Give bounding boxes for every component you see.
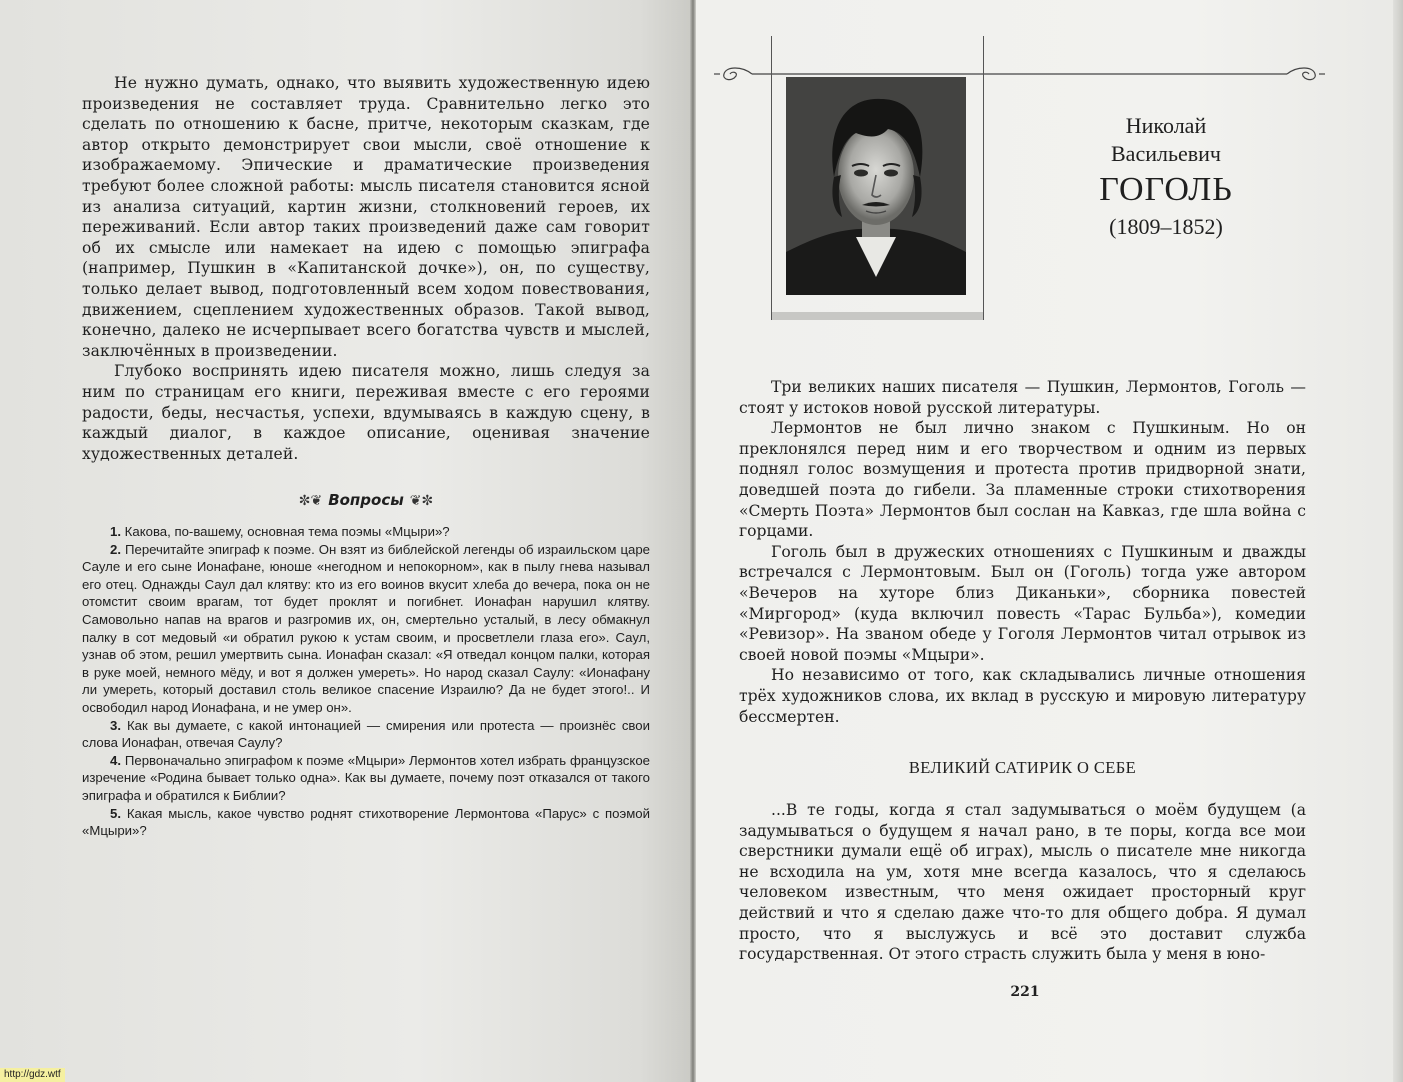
question-text: Как вы думаете, с какой интонацией — смирения или протеста — произнёс свои слова Ионафан, отвечая Саулу? xyxy=(82,717,650,751)
paragraph: Не нужно думать, однако, что выявить художественную идею произведения не составляет труда. Сравнительно легко это сделать по отношению к басне, притче, некоторым сказкам, где автор открыто демонстрирует свои мысли, своё отношение к изображаемому. Эпические и драматические произведения требуют более сложной работы: мысль писателя становится ясной из анализа ситуаций, картин жизни, столкновений героев, их переживаний. Если автор таких произведений даже сам говорит об их смысле или намекает на идею с помощью эпиграфа (например, Пушкин в «Капитанской дочке»), он, по существу, только делает вывод, подготовленный всем ходом повествования, движением, сцеплением художественных образов. Такой вывод, конечно, далеко не исчерпывает всего богатства чувств и мыслей, заключённых в произведении. xyxy=(82,74,650,360)
right-page-text xyxy=(739,377,1306,727)
ornament-right-icon: ❦✼ xyxy=(409,493,434,509)
author-first-name: Николай xyxy=(1125,113,1207,138)
question-number: 2. xyxy=(110,541,121,557)
question-text: Первоначально эпиграфом к поэме «Мцыри» Лермонтов хотел избрать французское изречение «Родина бывает только одна». Как вы думаете, почему поэт отказался от такого эпиграфа и обратился к Библии? xyxy=(82,752,650,803)
question-item xyxy=(82,717,650,752)
page-number: 221 xyxy=(1010,984,1040,1000)
author-patronymic: Васильевич xyxy=(1111,141,1221,166)
paragraph: Глубоко воспринять идею писателя можно, лишь следуя за ним по страницам его книги, переживая вместе с его героями радости, беды, несчастья, успехи, вдумываясь в каждую сцену, в каждый диалог, в каждое описание, оценивая значение художественных деталей. xyxy=(82,362,650,463)
section-title: ВЕЛИКИЙ САТИРИК О СЕБЕ xyxy=(908,758,1137,777)
paragraph: Гоголь был в дружеских отношениях с Пушкиным и дважды встречался с Лермонтовым. Был он (Гоголь) тогда уже автором «Вечеров на хуторе близ Диканьки», сборника повестей «Миргород» (куда включил повесть «Тарас Бульба»), комедии «Ревизор». На званом обеде у Гоголя Лермонтов читал отрывок из своей новой поэмы «Мцыри». xyxy=(739,542,1306,664)
paragraph: Три великих наших писателя — Пушкин, Лермонтов, Гоголь — стоят у истоков новой русской литературы. xyxy=(739,378,1306,417)
question-number: 3. xyxy=(110,717,121,733)
quote-text xyxy=(739,800,1306,965)
author-last-name: ГОГОЛЬ xyxy=(1099,171,1233,208)
watermark-link[interactable]: http://gdz.wtf xyxy=(0,1068,65,1082)
question-text: Какая мысль, какое чувство роднят стихотворение Лермонтова «Парус» с поэмой «Мцыри»? xyxy=(82,805,650,839)
question-text: Перечитайте эпиграф к поэме. Он взят из библейской легенды об израильском царе Сауле и его сыне Ионафане, юноше «негодном и непокорном», как в пылу гнева называл его отец. Однажды Саул дал клятву: кто из его воинов вкусит хлеба до вечера, пока он не отомстит своим врагам, тот будет проклят и погибнет. Ионафан нарушил клятву. Самовольно напав на врагов и разгромив их, он, смертельно усталый, в лесу обмакнул палку в сот медовый «и обратил рукою к устам своим, и просветлели глаза его». Саул, узнав об этом, решил умертвить сына. Ионафан сказал: «Я отведал концом палки, которая в руке моей, немного мёду, и вот я должен умереть». Но народ сказал Саулу: «Ионафану ли умереть, который доставил столь великое спасение Израилю? Да не будет этого!.. И освободил народ Ионафана, и не умер он». xyxy=(82,541,650,715)
author-years: (1809–1852) xyxy=(1109,214,1223,239)
paragraph: Лермонтов не был лично знаком с Пушкиным. Но он преклонялся перед ним и его творчеством и одним из первых поднял голос возмущения и протеста против придворной знати, доведшей поэта до гибели. За пламенные строки стихотворения «Смерть Поэта» Лермонтов был сослан на Кавказ, где шла война с горцами. xyxy=(739,419,1306,541)
question-item xyxy=(82,805,650,840)
paragraph: ...В те годы, когда я стал задумываться о моём будущем (а задумываться о будущем я начал рано, в те поры, когда все мои сверстники думали ещё об играх), мысль о писателе мне никогда не всходила на ум, хотя мне всегда казалось, что я сделаюсь человеком известным, что меня ожидает просторный круг действий и что я сделаю даже что-то для общего добра. Я думал просто, что я выслужусь и всё это доставит служба государственная. От этого страсть служить была у меня в юно- xyxy=(739,801,1306,964)
question-number: 1. xyxy=(110,524,121,539)
question-item xyxy=(82,752,650,805)
book-spine xyxy=(690,0,696,1082)
paragraph: Но независимо от того, как складывались личные отношения трёх художников слова, их вклад в русскую и мировую литературу бессмертен. xyxy=(739,666,1306,726)
gogol-portrait xyxy=(786,77,966,295)
questions-list xyxy=(82,523,650,840)
page-edge xyxy=(1393,0,1403,1082)
question-item xyxy=(82,523,650,541)
questions-heading-label: Вопросы xyxy=(328,491,404,509)
left-page-text xyxy=(82,73,650,464)
ornament-left-icon: ✼❦ xyxy=(298,493,323,509)
question-number: 5. xyxy=(110,805,121,821)
question-text: Какова, по-вашему, основная тема поэмы «Мцыри»? xyxy=(124,524,450,539)
question-item xyxy=(82,541,650,717)
questions-heading xyxy=(82,490,650,511)
question-number: 4. xyxy=(110,752,121,768)
